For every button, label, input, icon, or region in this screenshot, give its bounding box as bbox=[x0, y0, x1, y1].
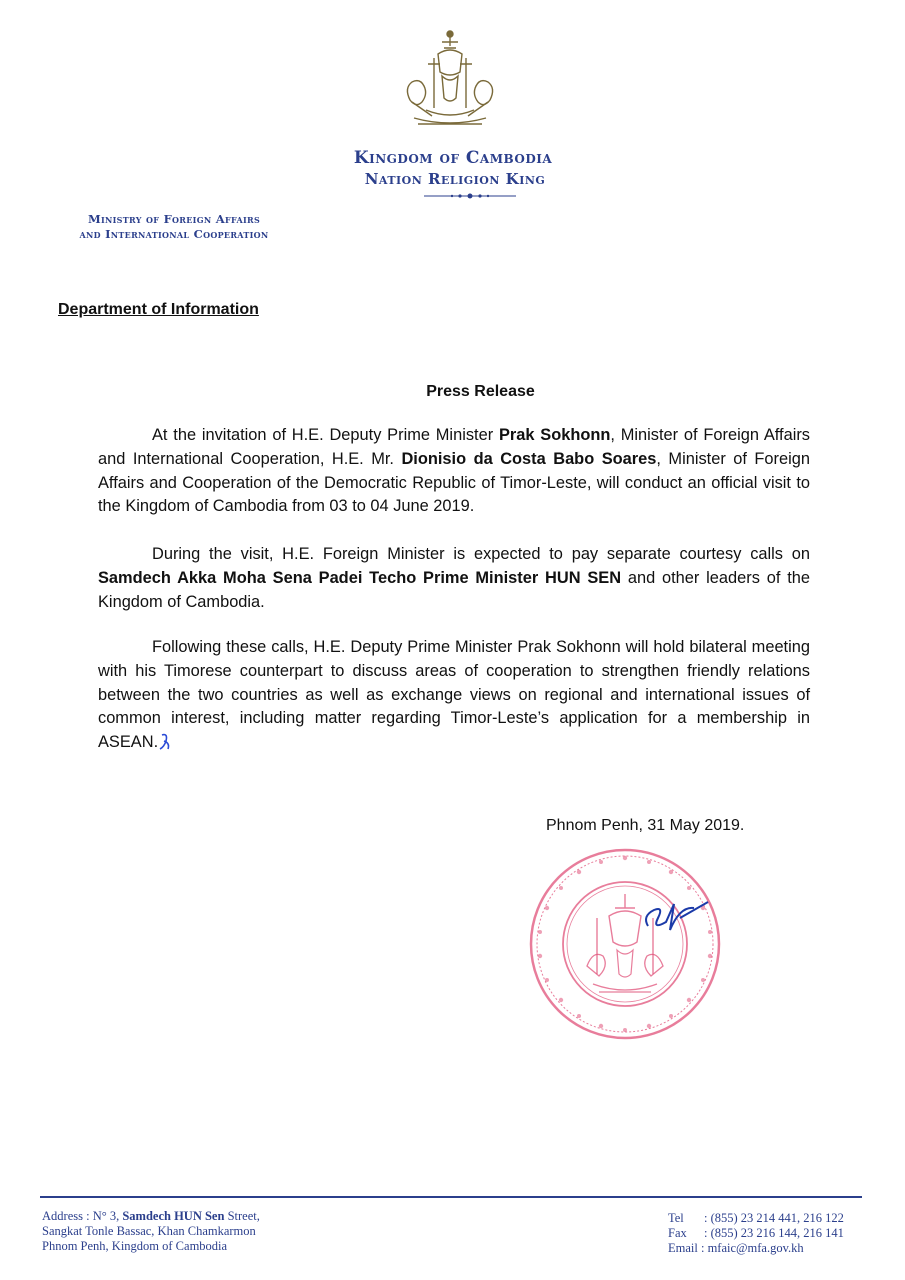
paragraph-1-text-a: At the invitation of H.E. Deputy Prime Minister bbox=[152, 426, 499, 444]
contact-email bbox=[668, 1241, 844, 1256]
paragraph-2-text-b: and other leaders of the Kingdom of Cambodia. bbox=[98, 568, 810, 611]
tel-value: : (855) 23 214 441, 216 122 bbox=[704, 1211, 844, 1225]
paragraph-3 bbox=[98, 636, 810, 755]
paragraph-3-text: Following these calls, H.E. Deputy Prime Minister Prak Sokhonn will hold bilateral meeting with his Timorese counterpart to discuss areas of cooperation to strengthen friendly relations between the two countries as well as exchange views on regional and international issues of common interest, including matter regarding Timor-Leste’s application for a membership in ASEAN. bbox=[98, 638, 810, 752]
address-line-1 bbox=[42, 1209, 260, 1224]
address-line-3: Phnom Penh, Kingdom of Cambodia bbox=[42, 1239, 228, 1253]
paragraph-1-text-b: , Minister of Foreign Affairs and International Cooperation, H.E. Mr. bbox=[98, 426, 810, 468]
tel-label: Tel bbox=[668, 1211, 684, 1225]
paragraph-2-text-a: During the visit, H.E. Foreign Minister is expected to pay separate courtesy calls on bbox=[152, 545, 810, 563]
minister-name-cambodia: Prak Sokhonn bbox=[498, 426, 611, 444]
contact-tel bbox=[668, 1211, 844, 1226]
signature-mark bbox=[640, 896, 714, 936]
ministry-line-2: and International Cooperation bbox=[79, 227, 269, 241]
footer-contact bbox=[668, 1211, 844, 1256]
official-seal-stamp bbox=[527, 846, 723, 1042]
minister-name-timor-leste: Dionisio da Costa Babo Soares bbox=[401, 449, 657, 468]
address-line-2: Sangkat Tonle Bassac, Khan Chamkarmon bbox=[42, 1224, 256, 1238]
ministry-name bbox=[44, 212, 304, 242]
paragraph-1-text-c: , Minister of Foreign Affairs and Cooperation of the Democratic Republic of Timor-Leste, will conduct an official visit to the Kingdom of Cambodia from 03 to 04 June 2019. bbox=[98, 449, 810, 516]
ministry-line-1: Ministry of Foreign Affairs bbox=[87, 212, 261, 226]
fax-value: : (855) 23 216 144, 216 141 bbox=[704, 1226, 844, 1240]
address-prefix: Address : N° 3, bbox=[42, 1209, 123, 1223]
paragraph-2 bbox=[98, 543, 810, 614]
address-suffix: Street, bbox=[224, 1209, 260, 1223]
fax-label: Fax bbox=[668, 1226, 687, 1240]
royal-coat-of-arms-emblem bbox=[398, 28, 502, 132]
footer-address bbox=[42, 1209, 260, 1254]
kingdom-heading: Kingdom of Cambodia bbox=[353, 148, 553, 168]
date-line: Phnom Penh, 31 May 2019. bbox=[546, 817, 745, 834]
contact-fax bbox=[668, 1226, 844, 1241]
email-value[interactable]: : mfaic@mfa.gov.kh bbox=[700, 1241, 804, 1255]
footer-divider bbox=[40, 1196, 862, 1198]
divider-ornament bbox=[420, 190, 520, 202]
address-street-name: Samdech HUN Sen bbox=[122, 1209, 225, 1223]
motto-heading: Nation Religion King bbox=[364, 170, 546, 188]
paragraph-1 bbox=[98, 424, 810, 519]
department-heading: Department of Information bbox=[58, 301, 259, 318]
email-label: Email bbox=[668, 1241, 698, 1255]
prime-minister-name: Samdech Akka Moha Sena Padei Techo Prime Minister HUN SEN bbox=[98, 568, 622, 587]
document-title: Press Release bbox=[426, 383, 535, 400]
initial-mark-icon bbox=[158, 733, 172, 751]
